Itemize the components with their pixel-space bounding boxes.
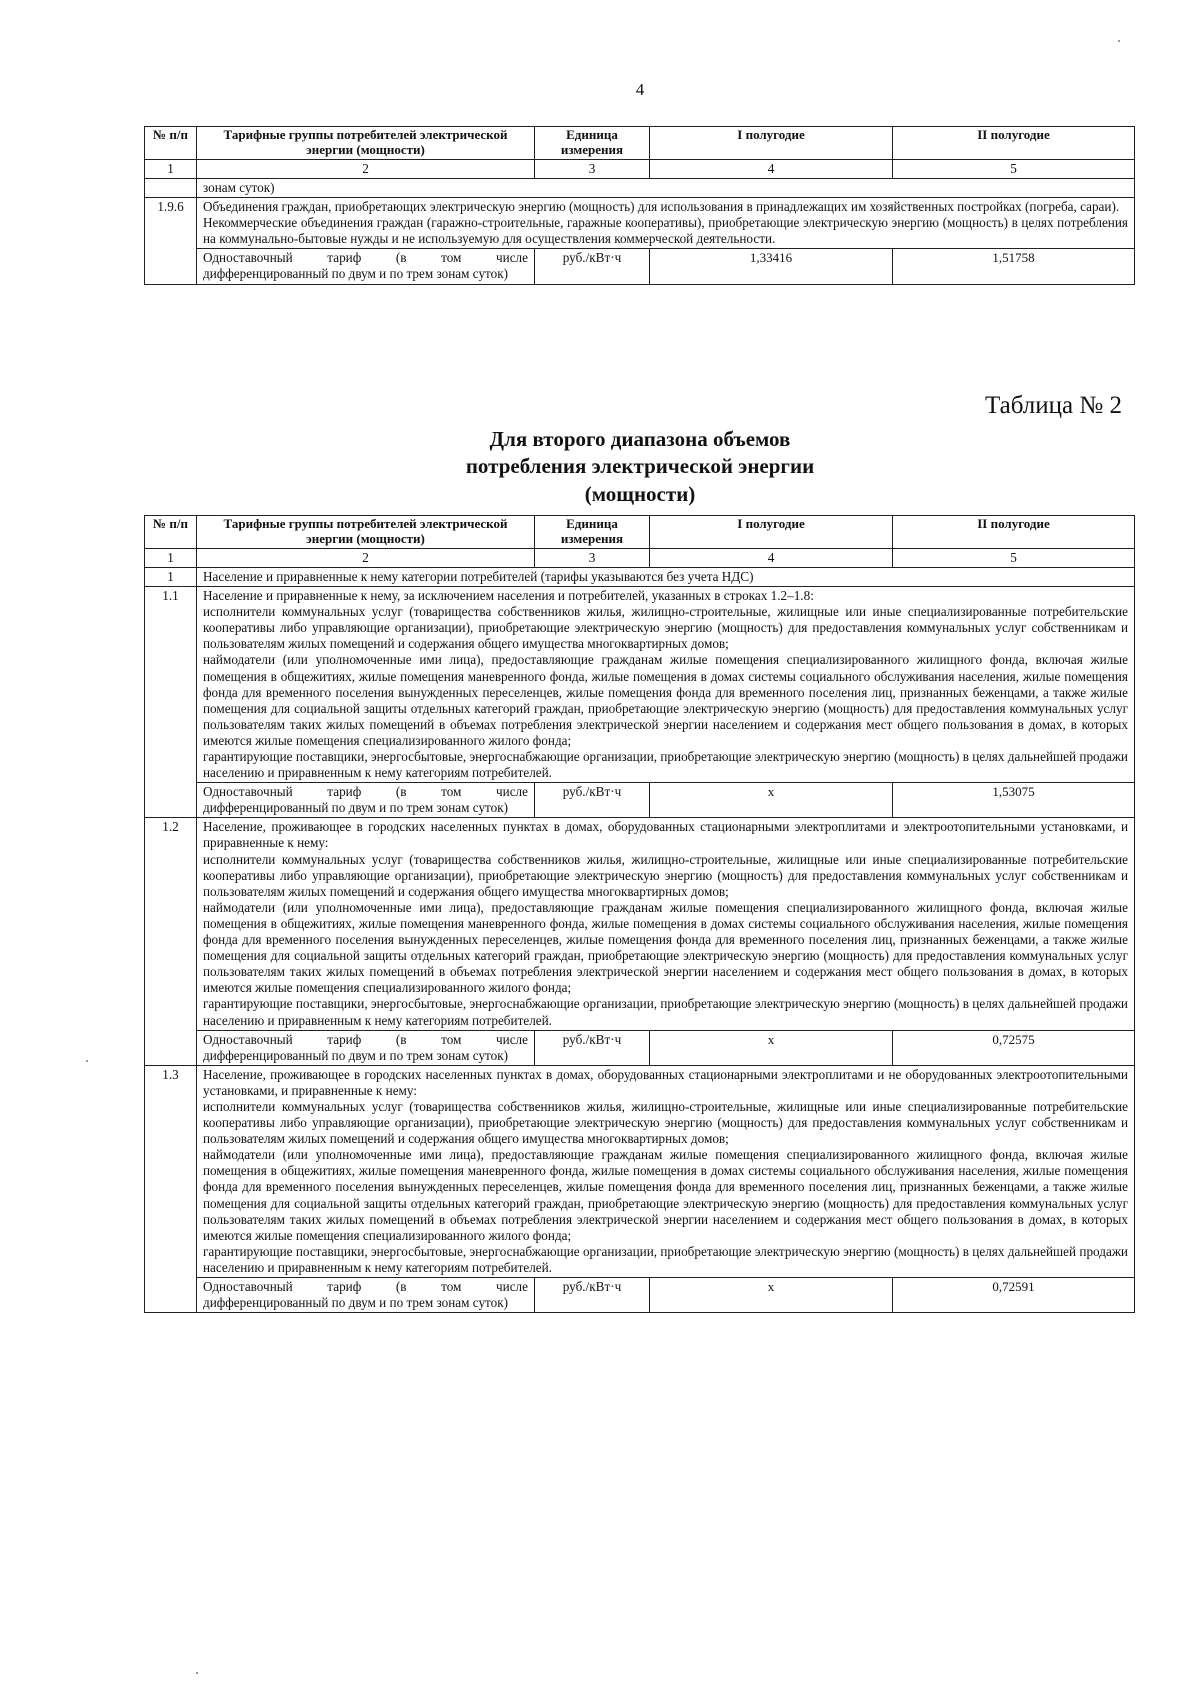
tariff-value-h2: 1,53075 (893, 783, 1135, 818)
row-description (197, 587, 1135, 783)
scan-speck (86, 1060, 88, 1062)
row-paragraph: исполнители коммунальных услуг (товарищества собственников жилья, жилищно-строительные, жилищные или иные специализированные потребительские кооперативы либо управляющие организации), приобретающие электрическую энергию (мощность) для предоставления коммунальных услуг собственникам и пользователям жилых помещений и содержания общего имущества многоквартирных домов; (203, 851, 1128, 899)
col-number: 3 (535, 159, 650, 178)
tariff-unit: руб./кВт·ч (535, 783, 650, 818)
table-title: Для второго диапазона объемов потребления электрической энергии (мощности) (465, 427, 815, 506)
col-number: 1 (145, 159, 197, 178)
tariff-value-h1: 1,33416 (650, 249, 893, 284)
col-header-group: Тарифные группы потребителей электрической энергии (мощности) (197, 127, 535, 160)
page-number: 4 (635, 80, 645, 99)
col-header-group: Тарифные группы потребителей электрической энергии (мощности) (197, 516, 535, 549)
row-paragraph: наймодатели (или уполномоченные ими лица), предоставляющие гражданам жилые помещения специализированного жилищного фонда, включая жилые помещения в общежитиях, жилые помещения маневренного фонда, жилые помещения в домах системы социального обслуживания населения, жилые помещения фонда для временного поселения вынужденных переселенцев, жилые помещения фонда для временного поселения лиц, признанных беженцами, а также жилые помещения для социальной защиты отдельных категорий граждан, приобретающие электрическую энергию (мощность) для предоставления коммунальных услуг пользователям таких жилых помещений в объемах потребления электрической энергии населением и содержания мест общего пользования в домах, в которых имеются жилые помещения специализированного жилого фонда; (203, 899, 1128, 996)
tariff-table-1 (144, 126, 1135, 285)
row-paragraph: гарантирующие поставщики, энергосбытовые, энергоснабжающие организации, приобретающие электрическую энергию (мощность) в целях дальнейшей продажи населению и приравненным к нему категориям потребителей. (203, 1243, 1128, 1275)
tariff-unit: руб./кВт·ч (535, 249, 650, 284)
row-paragraph: Некоммерческие объединения граждан (гаражно-строительные, гаражные кооперативы), приобретающие электрическую энергию (мощность) в целях потребления на коммунально-бытовые нужды и не используемую для осуществления коммерческой деятельности. (203, 215, 1128, 247)
tariff-unit: руб./кВт·ч (535, 1030, 650, 1065)
row-paragraph: наймодатели (или уполномоченные ими лица), предоставляющие гражданам жилые помещения специализированного жилищного фонда, включая жилые помещения в общежитиях, жилые помещения маневренного фонда, жилые помещения в домах системы социального обслуживания населения, жилые помещения фонда для временного поселения вынужденных переселенцев, жилые помещения фонда для временного поселения лиц, признанных беженцами, а также жилые помещения для социальной защиты отдельных категорий граждан, приобретающие электрическую энергию (мощность) для предоставления коммунальных услуг пользователям таких жилых помещений в объемах потребления электрической энергии населением и содержания мест общего пользования в домах, в которых имеются жилые помещения специализированного жилого фонда; (203, 1147, 1128, 1243)
row-number: 1.2 (145, 818, 197, 1065)
row-paragraph: исполнители коммунальных услуг (товарищества собственников жилья, жилищно-строительные, жилищные или иные специализированные потребительские кооперативы либо управляющие организации), приобретающие электрическую энергию (мощность) для предоставления коммунальных услуг собственникам и пользователям жилых помещений и содержания общего имущества многоквартирных домов; (203, 604, 1128, 652)
header-row (145, 516, 1135, 549)
table-row (145, 1065, 1135, 1277)
tariff-row (145, 249, 1135, 284)
col-number-row (145, 159, 1135, 178)
tariff-unit: руб./кВт·ч (535, 1278, 650, 1313)
tariff-value-h2: 1,51758 (893, 249, 1135, 284)
tariff-row (145, 1278, 1135, 1313)
row-paragraph: исполнители коммунальных услуг (товарищества собственников жилья, жилищно-строительные, жилищные или иные специализированные потребительские кооперативы либо управляющие организации), приобретающие электрическую энергию (мощность) для предоставления коммунальных услуг собственникам и пользователям жилых помещений и содержания общего имущества многоквартирных домов; (203, 1098, 1128, 1147)
scan-speck (1118, 40, 1120, 42)
col-number-row (145, 548, 1135, 567)
row-paragraph: гарантирующие поставщики, энергосбытовые, энергоснабжающие организации, приобретающие электрическую энергию (мощность) в целях дальнейшей продажи населению и приравненным к нему категориям потребителей. (203, 996, 1128, 1028)
tariff-value-h2: 0,72591 (893, 1278, 1135, 1313)
col-number: 2 (197, 159, 535, 178)
section-title: Население и приравненные к нему категории потребителей (тарифы указываются без учета НДС) (197, 567, 1135, 586)
tariff-label: Одноставочный тариф (в том числе дифференцированный по двум и по трем зонам суток) (197, 1278, 535, 1313)
table-row (145, 198, 1135, 249)
col-header-num: № п/п (145, 127, 197, 160)
tariff-value-h1: x (650, 1278, 893, 1313)
row-number: 1.9.6 (145, 198, 197, 284)
carry-over-text: зонам суток) (197, 178, 1135, 197)
scan-speck (196, 1672, 198, 1674)
row-paragraph: гарантирующие поставщики, энергосбытовые, энергоснабжающие организации, приобретающие электрическую энергию (мощность) в целях дальнейшей продажи населению и приравненным к нему категориям потребителей. (203, 749, 1128, 781)
col-number: 4 (650, 548, 893, 567)
col-number: 4 (650, 159, 893, 178)
tariff-table-2 (144, 515, 1135, 1313)
row-paragraph: Объединения граждан, приобретающих электрическую энергию (мощность) для использования в принадлежащих им хозяйственных постройках (погреба, сараи). (203, 199, 1120, 215)
tariff-row (145, 783, 1135, 818)
tariff-label: Одноставочный тариф (в том числе дифференцированный по двум и по трем зонам суток) (197, 249, 535, 284)
section-number: 1 (145, 567, 197, 586)
row-description (197, 198, 1135, 249)
tariff-value-h1: x (650, 783, 893, 818)
carry-over-row (145, 178, 1135, 197)
col-number: 5 (893, 548, 1135, 567)
tariff-label: Одноставочный тариф (в том числе дифференцированный по двум и по трем зонам суток) (197, 783, 535, 818)
col-header-h2: II полугодие (893, 127, 1135, 160)
table-label: Таблица № 2 (984, 392, 1122, 419)
col-number: 2 (197, 548, 535, 567)
header-row (145, 127, 1135, 160)
col-header-h2: II полугодие (893, 516, 1135, 549)
col-header-h1: I полугодие (650, 127, 893, 160)
col-header-num: № п/п (145, 516, 197, 549)
col-number: 3 (535, 548, 650, 567)
table-row (145, 587, 1135, 783)
row-paragraph: Население, проживающее в городских населенных пунктах в домах, оборудованных стационарными электроплитами и не оборудованных электроотопительными установками, и приравненные к нему: (203, 1066, 1128, 1098)
col-header-h1: I полугодие (650, 516, 893, 549)
tariff-row (145, 1030, 1135, 1065)
row-number: 1.1 (145, 587, 197, 818)
section-row (145, 567, 1135, 586)
col-header-unit: Единица измерения (535, 516, 650, 549)
row-paragraph: Население и приравненные к нему, за исключением населения и потребителей, указанных в строках 1.2–1.8: (203, 588, 814, 604)
row-number: 1.3 (145, 1065, 197, 1312)
row-paragraph: Население, проживающее в городских населенных пунктах в домах, оборудованных стационарными электроплитами и электроотопительными установками, и приравненные к нему: (203, 819, 1128, 851)
tariff-label: Одноставочный тариф (в том числе дифференцированный по двум и по трем зонам суток) (197, 1030, 535, 1065)
row-description (197, 1065, 1135, 1277)
row-paragraph: наймодатели (или уполномоченные ими лица), предоставляющие гражданам жилые помещения специализированного жилищного фонда, включая жилые помещения в общежитиях, жилые помещения маневренного фонда, жилые помещения в домах системы социального обслуживания населения, жилые помещения фонда для временного поселения вынужденных переселенцев, жилые помещения фонда для временного поселения лиц, признанных беженцами, а также жилые помещения для социальной защиты отдельных категорий граждан, приобретающие электрическую энергию (мощность) для предоставления коммунальных услуг пользователям таких жилых помещений в объемах потребления электрической энергии населением и содержания мест общего пользования в домах, в которых имеются жилые помещения специализированного жилого фонда; (203, 652, 1128, 748)
col-number: 1 (145, 548, 197, 567)
col-number: 5 (893, 159, 1135, 178)
tariff-value-h2: 0,72575 (893, 1030, 1135, 1065)
table-row (145, 818, 1135, 1030)
tariff-value-h1: x (650, 1030, 893, 1065)
col-header-unit: Единица измерения (535, 127, 650, 160)
row-description (197, 818, 1135, 1030)
